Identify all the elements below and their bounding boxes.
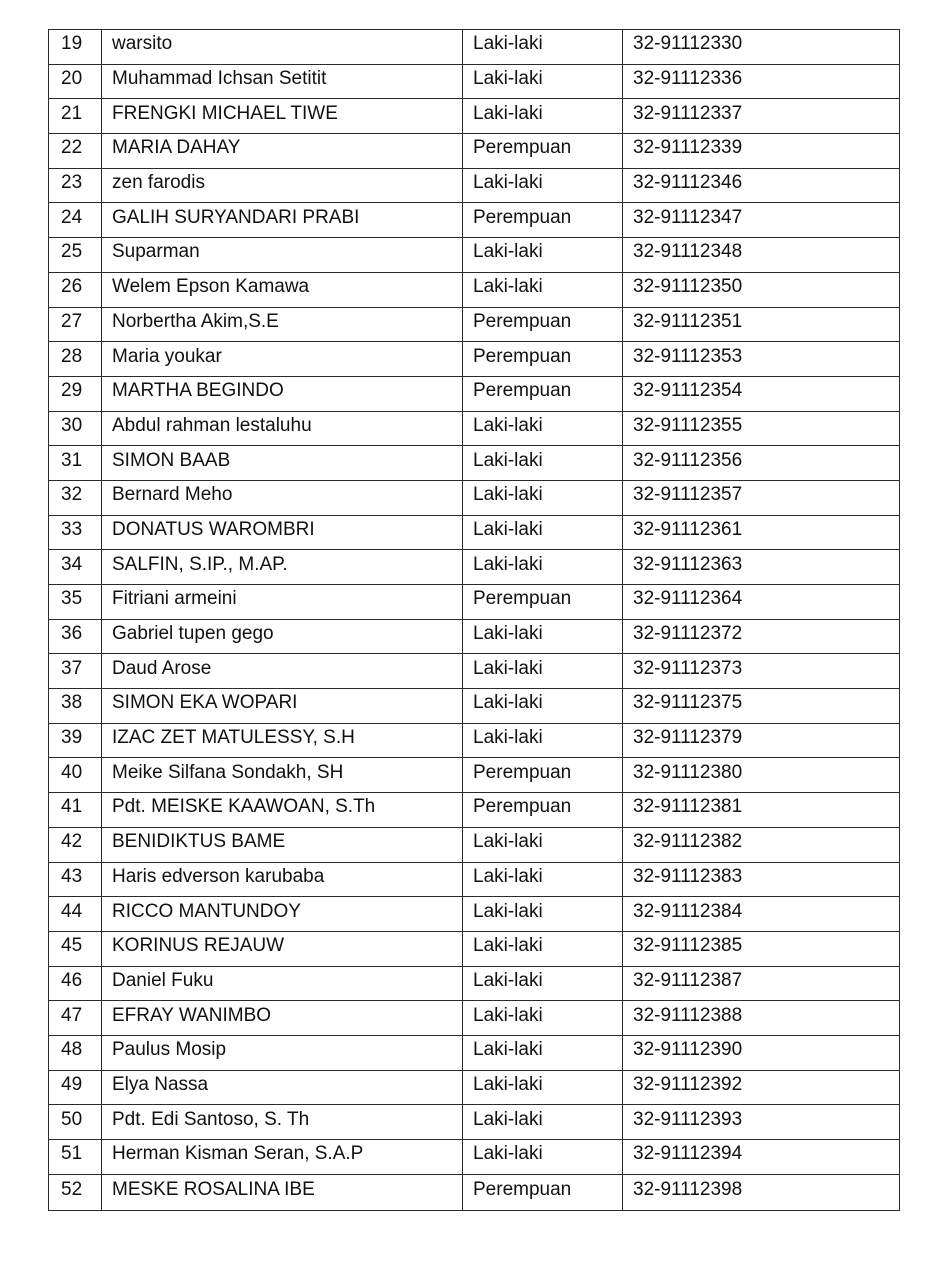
table-row (49, 654, 900, 689)
table-row (49, 966, 900, 1001)
table-row (49, 64, 900, 99)
id-number-cell: 32-91112388 (623, 1001, 900, 1036)
participant-table (48, 29, 900, 1211)
id-number-cell: 32-91112390 (623, 1035, 900, 1070)
name-cell: Abdul rahman lestaluhu (102, 411, 463, 446)
row-number-cell: 40 (49, 758, 102, 793)
row-number-cell: 30 (49, 411, 102, 446)
name-cell: EFRAY WANIMBO (102, 1001, 463, 1036)
table-row (49, 1035, 900, 1070)
row-number-cell: 45 (49, 931, 102, 966)
table-row (49, 307, 900, 342)
row-number-cell: 29 (49, 376, 102, 411)
table-row (49, 515, 900, 550)
gender-cell: Laki-laki (463, 897, 623, 932)
gender-cell: Laki-laki (463, 931, 623, 966)
table-row (49, 723, 900, 758)
gender-cell: Laki-laki (463, 654, 623, 689)
name-cell: Maria youkar (102, 342, 463, 377)
id-number-cell: 32-91112384 (623, 897, 900, 932)
row-number-cell: 44 (49, 897, 102, 932)
gender-cell: Laki-laki (463, 1140, 623, 1175)
table-row (49, 238, 900, 273)
table-row (49, 99, 900, 134)
gender-cell: Laki-laki (463, 515, 623, 550)
name-cell: Herman Kisman Seran, S.A.P (102, 1140, 463, 1175)
name-cell: Meike Silfana Sondakh, SH (102, 758, 463, 793)
name-cell: Gabriel tupen gego (102, 619, 463, 654)
id-number-cell: 32-91112337 (623, 99, 900, 134)
id-number-cell: 32-91112363 (623, 550, 900, 585)
row-number-cell: 37 (49, 654, 102, 689)
gender-cell: Laki-laki (463, 1035, 623, 1070)
id-number-cell: 32-91112373 (623, 654, 900, 689)
table-row (49, 1105, 900, 1140)
row-number-cell: 35 (49, 585, 102, 620)
gender-cell: Laki-laki (463, 966, 623, 1001)
name-cell: Welem Epson Kamawa (102, 272, 463, 307)
table-row (49, 446, 900, 481)
row-number-cell: 25 (49, 238, 102, 273)
row-number-cell: 22 (49, 134, 102, 169)
id-number-cell: 32-91112393 (623, 1105, 900, 1140)
row-number-cell: 47 (49, 1001, 102, 1036)
gender-cell: Perempuan (463, 793, 623, 828)
name-cell: DONATUS WAROMBRI (102, 515, 463, 550)
id-number-cell: 32-91112348 (623, 238, 900, 273)
name-cell: Elya Nassa (102, 1070, 463, 1105)
table-row (49, 827, 900, 862)
id-number-cell: 32-91112347 (623, 203, 900, 238)
table-row (49, 793, 900, 828)
id-number-cell: 32-91112392 (623, 1070, 900, 1105)
table-row (49, 550, 900, 585)
table-row (49, 203, 900, 238)
row-number-cell: 20 (49, 64, 102, 99)
table-row (49, 376, 900, 411)
name-cell: Daud Arose (102, 654, 463, 689)
name-cell: FRENGKI MICHAEL TIWE (102, 99, 463, 134)
table-row (49, 134, 900, 169)
gender-cell: Laki-laki (463, 446, 623, 481)
gender-cell: Laki-laki (463, 272, 623, 307)
table-row (49, 30, 900, 65)
row-number-cell: 21 (49, 99, 102, 134)
row-number-cell: 51 (49, 1140, 102, 1175)
gender-cell: Laki-laki (463, 480, 623, 515)
id-number-cell: 32-91112394 (623, 1140, 900, 1175)
row-number-cell: 46 (49, 966, 102, 1001)
row-number-cell: 38 (49, 689, 102, 724)
gender-cell: Laki-laki (463, 1070, 623, 1105)
name-cell: RICCO MANTUNDOY (102, 897, 463, 932)
id-number-cell: 32-91112354 (623, 376, 900, 411)
gender-cell: Laki-laki (463, 619, 623, 654)
name-cell: BENIDIKTUS BAME (102, 827, 463, 862)
gender-cell: Laki-laki (463, 827, 623, 862)
id-number-cell: 32-91112381 (623, 793, 900, 828)
row-number-cell: 49 (49, 1070, 102, 1105)
id-number-cell: 32-91112357 (623, 480, 900, 515)
gender-cell: Perempuan (463, 342, 623, 377)
table-row (49, 862, 900, 897)
name-cell: zen farodis (102, 168, 463, 203)
table-row (49, 480, 900, 515)
name-cell: Pdt. Edi Santoso, S. Th (102, 1105, 463, 1140)
gender-cell: Laki-laki (463, 1105, 623, 1140)
name-cell: SALFIN, S.IP., M.AP. (102, 550, 463, 585)
gender-cell: Laki-laki (463, 723, 623, 758)
name-cell: Haris edverson karubaba (102, 862, 463, 897)
name-cell: Daniel Fuku (102, 966, 463, 1001)
id-number-cell: 32-91112382 (623, 827, 900, 862)
id-number-cell: 32-91112379 (623, 723, 900, 758)
row-number-cell: 31 (49, 446, 102, 481)
name-cell: MARTHA BEGINDO (102, 376, 463, 411)
table-row (49, 931, 900, 966)
row-number-cell: 42 (49, 827, 102, 862)
gender-cell: Perempuan (463, 376, 623, 411)
gender-cell: Perempuan (463, 134, 623, 169)
name-cell: Paulus Mosip (102, 1035, 463, 1070)
id-number-cell: 32-91112383 (623, 862, 900, 897)
name-cell: KORINUS REJAUW (102, 931, 463, 966)
row-number-cell: 24 (49, 203, 102, 238)
id-number-cell: 32-91112355 (623, 411, 900, 446)
id-number-cell: 32-91112385 (623, 931, 900, 966)
name-cell: SIMON BAAB (102, 446, 463, 481)
name-cell: SIMON EKA WOPARI (102, 689, 463, 724)
row-number-cell: 52 (49, 1174, 102, 1210)
table-row (49, 619, 900, 654)
id-number-cell: 32-91112356 (623, 446, 900, 481)
name-cell: Fitriani armeini (102, 585, 463, 620)
gender-cell: Laki-laki (463, 99, 623, 134)
gender-cell: Laki-laki (463, 30, 623, 65)
row-number-cell: 43 (49, 862, 102, 897)
row-number-cell: 33 (49, 515, 102, 550)
id-number-cell: 32-91112353 (623, 342, 900, 377)
name-cell: Norbertha Akim,S.E (102, 307, 463, 342)
id-number-cell: 32-91112346 (623, 168, 900, 203)
table-row (49, 1001, 900, 1036)
row-number-cell: 41 (49, 793, 102, 828)
gender-cell: Laki-laki (463, 64, 623, 99)
row-number-cell: 39 (49, 723, 102, 758)
table-row (49, 758, 900, 793)
gender-cell: Laki-laki (463, 689, 623, 724)
row-number-cell: 19 (49, 30, 102, 65)
row-number-cell: 50 (49, 1105, 102, 1140)
row-number-cell: 27 (49, 307, 102, 342)
id-number-cell: 32-91112380 (623, 758, 900, 793)
gender-cell: Perempuan (463, 307, 623, 342)
table-row (49, 1070, 900, 1105)
id-number-cell: 32-91112364 (623, 585, 900, 620)
row-number-cell: 28 (49, 342, 102, 377)
table-row (49, 272, 900, 307)
gender-cell: Perempuan (463, 203, 623, 238)
id-number-cell: 32-91112372 (623, 619, 900, 654)
table-row (49, 1174, 900, 1210)
table-row (49, 411, 900, 446)
row-number-cell: 32 (49, 480, 102, 515)
gender-cell: Perempuan (463, 1174, 623, 1210)
gender-cell: Laki-laki (463, 238, 623, 273)
table-row (49, 585, 900, 620)
row-number-cell: 34 (49, 550, 102, 585)
name-cell: Pdt. MEISKE KAAWOAN, S.Th (102, 793, 463, 828)
row-number-cell: 36 (49, 619, 102, 654)
id-number-cell: 32-91112398 (623, 1174, 900, 1210)
name-cell: Bernard Meho (102, 480, 463, 515)
table-body (49, 30, 900, 1211)
table-row (49, 342, 900, 377)
table-row (49, 168, 900, 203)
gender-cell: Perempuan (463, 758, 623, 793)
id-number-cell: 32-91112387 (623, 966, 900, 1001)
gender-cell: Perempuan (463, 585, 623, 620)
row-number-cell: 48 (49, 1035, 102, 1070)
name-cell: MARIA DAHAY (102, 134, 463, 169)
gender-cell: Laki-laki (463, 550, 623, 585)
gender-cell: Laki-laki (463, 862, 623, 897)
name-cell: MESKE ROSALINA IBE (102, 1174, 463, 1210)
name-cell: IZAC ZET MATULESSY, S.H (102, 723, 463, 758)
row-number-cell: 26 (49, 272, 102, 307)
table-row (49, 689, 900, 724)
table-row (49, 897, 900, 932)
id-number-cell: 32-91112361 (623, 515, 900, 550)
name-cell: Suparman (102, 238, 463, 273)
id-number-cell: 32-91112330 (623, 30, 900, 65)
id-number-cell: 32-91112375 (623, 689, 900, 724)
name-cell: GALIH SURYANDARI PRABI (102, 203, 463, 238)
id-number-cell: 32-91112351 (623, 307, 900, 342)
row-number-cell: 23 (49, 168, 102, 203)
table-row (49, 1140, 900, 1175)
gender-cell: Laki-laki (463, 168, 623, 203)
name-cell: Muhammad Ichsan Setitit (102, 64, 463, 99)
gender-cell: Laki-laki (463, 1001, 623, 1036)
name-cell: warsito (102, 30, 463, 65)
gender-cell: Laki-laki (463, 411, 623, 446)
id-number-cell: 32-91112336 (623, 64, 900, 99)
id-number-cell: 32-91112350 (623, 272, 900, 307)
id-number-cell: 32-91112339 (623, 134, 900, 169)
